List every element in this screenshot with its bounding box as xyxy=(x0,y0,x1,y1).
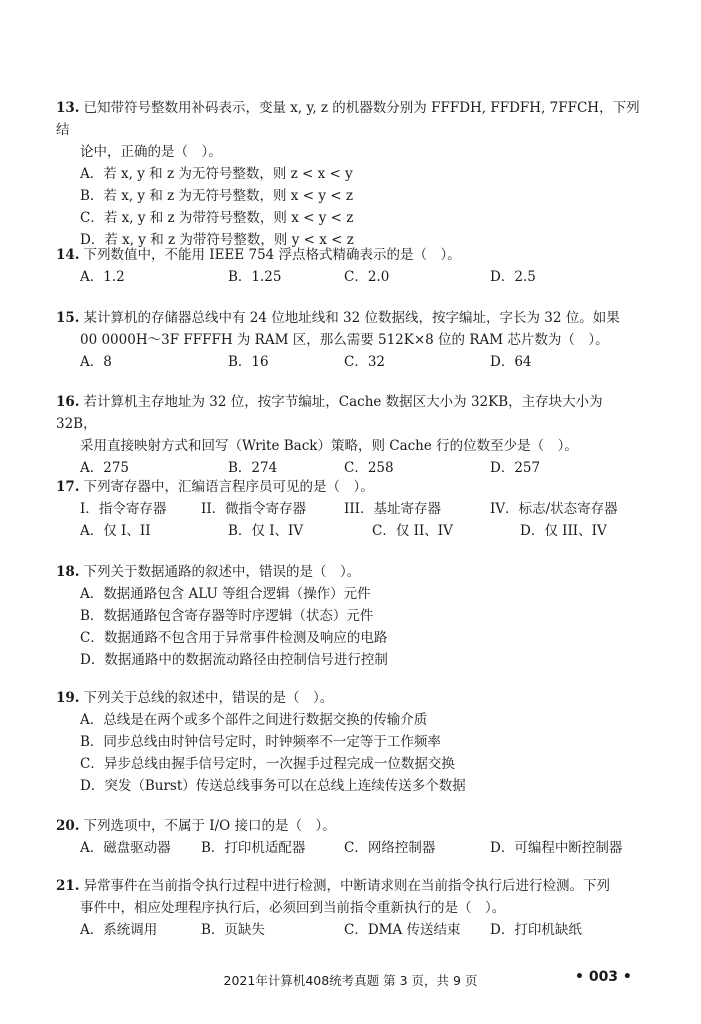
option-c: C．数据通路不包含用于异常事件检测及响应的电路 xyxy=(80,630,388,646)
page-footer xyxy=(0,971,701,991)
question-stem: 下列选项中，不属于 I/O 接口的是（ ）。 xyxy=(83,818,336,834)
option-a: A．系统调用 xyxy=(80,922,158,938)
option-c: C．若 x, y 和 z 为带符号整数，则 x < y < z xyxy=(80,210,354,226)
question-stem: 若计算机主存地址为 32 位，按字节编址，Cache 数据区大小为 32KB，主存块大小为 32B， xyxy=(56,394,603,432)
register-3: III．基址寄存器 xyxy=(344,501,441,517)
question-number: 15. xyxy=(56,310,80,326)
option-d: D．257 xyxy=(490,460,541,476)
option-b: B．同步总线由时钟信号定时，时钟频率不一定等于工作频率 xyxy=(80,734,441,750)
option-d: D．64 xyxy=(490,354,532,370)
question-21 xyxy=(56,875,646,941)
question-stem-cont: 论中，正确的是（ ）。 xyxy=(80,144,222,160)
option-c: C．网络控制器 xyxy=(344,840,436,856)
option-d: D．数据通路中的数据流动路径由控制信号进行控制 xyxy=(80,652,388,668)
question-number: 21. xyxy=(56,878,80,894)
question-stem: 下列数值中，不能用 IEEE 754 浮点格式精确表示的是（ ）。 xyxy=(83,247,461,263)
option-c: C．258 xyxy=(344,460,394,476)
register-4: IV．标志/状态寄存器 xyxy=(490,501,618,517)
option-d: D．若 x, y 和 z 为带符号整数，则 y < x < z xyxy=(80,232,354,248)
question-stem: 已知带符号整数用补码表示，变量 x, y, z 的机器数分别为 FFFDH, FFDFH, 7FFCH，下列结 xyxy=(56,100,640,138)
option-d: D．仅 III、IV xyxy=(520,523,607,539)
question-stem: 下列关于总线的叙述中，错误的是（ ）。 xyxy=(83,690,334,706)
option-d: D．突发（Burst）传送总线事务可以在总线上连续传送多个数据 xyxy=(80,778,466,794)
question-18 xyxy=(56,561,646,671)
option-d: D．打印机缺纸 xyxy=(490,922,582,938)
option-c: C．DMA 传送结束 xyxy=(344,922,461,938)
question-17 xyxy=(56,476,646,542)
option-a: A．仅 I、II xyxy=(80,523,151,539)
question-16 xyxy=(56,391,646,479)
option-b: B．274 xyxy=(228,460,278,476)
option-a: A．8 xyxy=(80,354,112,370)
option-c: C．异步总线由握手信号定时，一次握手过程完成一位数据交换 xyxy=(80,756,455,772)
option-c: C．仅 II、IV xyxy=(372,523,453,539)
question-number: 17. xyxy=(56,479,80,495)
option-c: C．32 xyxy=(344,354,386,370)
option-b: B．16 xyxy=(228,354,269,370)
page-number: • 003 • xyxy=(575,969,632,985)
question-number: 14. xyxy=(56,247,80,263)
option-a: A．若 x, y 和 z 为无符号整数，则 z < x < y xyxy=(80,166,353,182)
question-14 xyxy=(56,244,646,288)
option-b: B．若 x, y 和 z 为无符号整数，则 x < y < z xyxy=(80,188,353,204)
question-number: 20. xyxy=(56,818,80,834)
question-stem-cont: 采用直接映射方式和回写（Write Back）策略，则 Cache 行的位数至少是（ ）。 xyxy=(80,438,578,454)
option-b: B．仅 I、IV xyxy=(228,523,304,539)
question-number: 19. xyxy=(56,690,80,706)
question-15 xyxy=(56,307,646,373)
question-stem-cont: 事件中，相应处理程序执行后，必须回到当前指令重新执行的是（ ）。 xyxy=(80,900,506,916)
option-c: C．2.0 xyxy=(344,269,390,285)
option-d: D．可编程中断控制器 xyxy=(490,840,623,856)
option-b: B．1.25 xyxy=(228,269,282,285)
register-1: I．指令寄存器 xyxy=(80,501,167,517)
option-a: A．磁盘驱动器 xyxy=(80,840,171,856)
question-number: 16. xyxy=(56,394,80,410)
option-a: A．数据通路包含 ALU 等组合逻辑（操作）元件 xyxy=(80,586,371,602)
footer-text: 2021年计算机408统考真题 第 3 页，共 9 页 xyxy=(223,973,478,988)
question-number: 18. xyxy=(56,564,80,580)
question-number: 13. xyxy=(56,100,80,116)
question-stem: 异常事件在当前指令执行过程中进行检测，中断请求则在当前指令执行后进行检测。下列 xyxy=(83,878,610,894)
option-b: B．页缺失 xyxy=(201,922,265,938)
register-2: II．微指令寄存器 xyxy=(201,501,307,517)
question-stem: 下列寄存器中，汇编语言程序员可见的是（ ）。 xyxy=(83,479,374,495)
question-stem-cont: 00 0000H～3F FFFFH 为 RAM 区，那么需要 512K×8 位的 RAM 芯片数为（ ）。 xyxy=(80,332,609,348)
question-19 xyxy=(56,687,646,797)
question-stem: 下列关于数据通路的叙述中，错误的是（ ）。 xyxy=(83,564,361,580)
question-stem: 某计算机的存储器总线中有 24 位地址线和 32 位数据线，按字编址，字长为 32 位。如果 xyxy=(83,310,620,326)
option-a: A．1.2 xyxy=(80,269,125,285)
option-d: D．2.5 xyxy=(490,269,536,285)
option-a: A．275 xyxy=(80,460,130,476)
question-20 xyxy=(56,815,646,859)
option-a: A．总线是在两个或多个部件之间进行数据交换的传输介质 xyxy=(80,712,428,728)
question-13 xyxy=(56,97,646,251)
option-b: B．打印机适配器 xyxy=(201,840,306,856)
option-b: B．数据通路包含寄存器等时序逻辑（状态）元件 xyxy=(80,608,374,624)
